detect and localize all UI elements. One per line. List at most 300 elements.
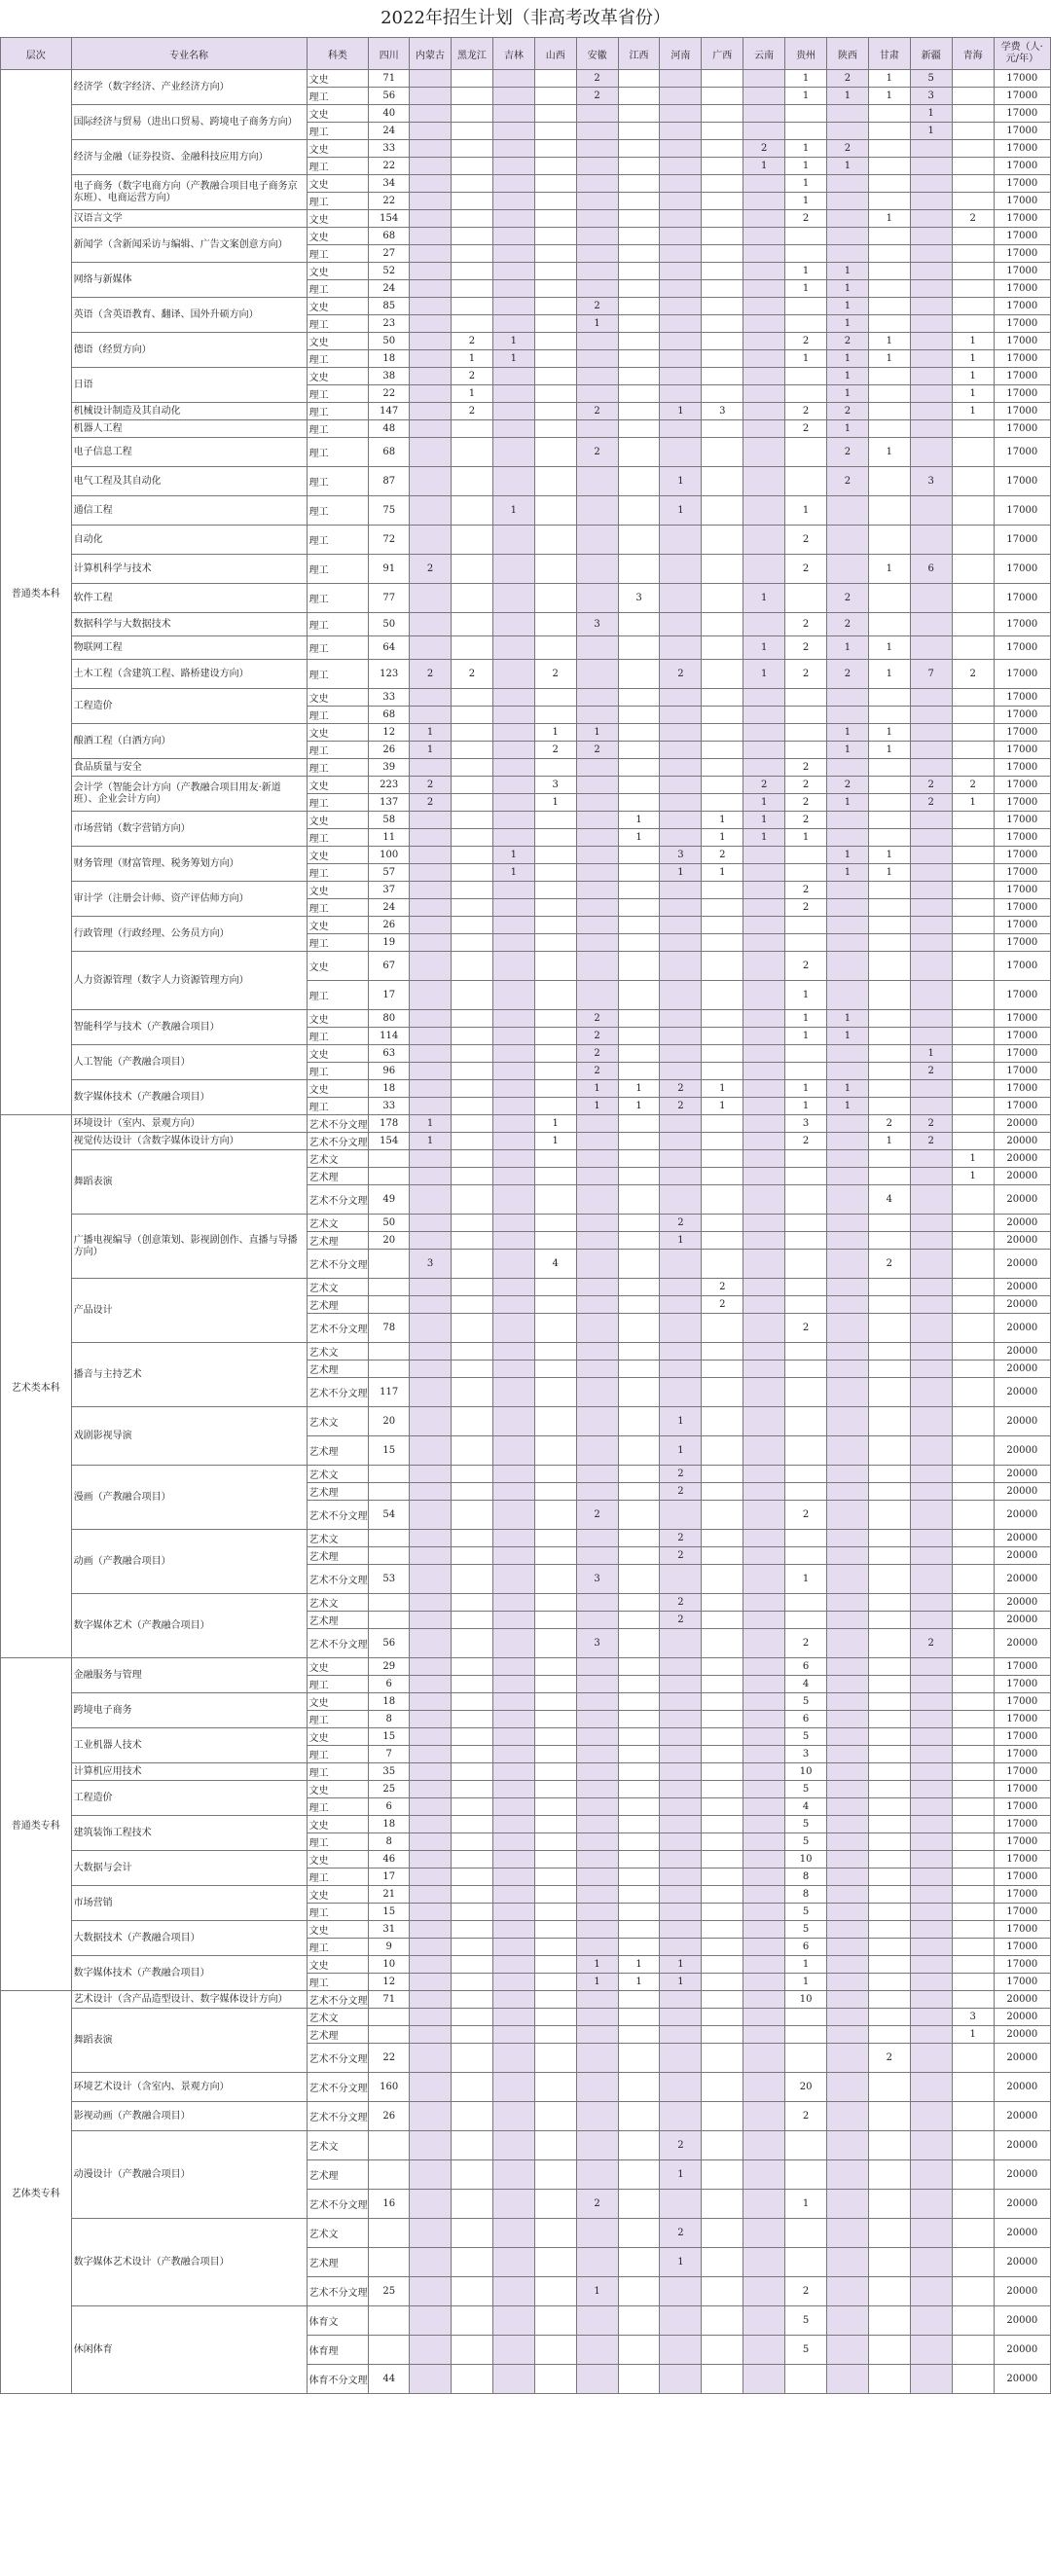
quota-cell [410,1886,452,1904]
quota-cell: 1 [785,829,827,847]
quota-cell [492,2044,534,2073]
quota-cell [868,1232,910,1250]
quota-cell [702,228,743,245]
quota-cell: 2 [743,140,785,158]
quota-cell [534,1080,576,1098]
tuition-cell: 17000 [994,123,1050,140]
quota-cell: 1 [576,1098,618,1115]
quota-cell [618,1530,660,1547]
subject-cell: 文史 [307,263,369,280]
subject-cell: 文史 [307,70,369,88]
col-header: 四川 [369,38,410,70]
quota-cell [785,315,827,333]
quota-cell [492,1939,534,1956]
subject-cell: 艺术不分文理 [307,1185,369,1215]
quota-cell [576,882,618,899]
quota-cell: 26 [369,917,410,934]
quota-cell [702,315,743,333]
quota-cell [576,1746,618,1763]
quota-cell [576,934,618,952]
quota-cell [660,1378,702,1407]
quota-cell [910,1530,952,1547]
quota-cell: 2 [868,1115,910,1133]
quota-cell [452,2009,493,2026]
quota-cell: 1 [618,829,660,847]
quota-cell [369,2336,410,2365]
quota-cell [868,1594,910,1612]
quota-cell [910,1594,952,1612]
table-row [1,1530,1051,1547]
quota-cell: 3 [952,2009,994,2026]
subject-cell: 理工 [307,403,369,420]
quota-cell [576,1436,618,1466]
quota-cell [868,1851,910,1869]
quota-cell [910,759,952,777]
quota-cell [827,245,869,263]
quota-cell [827,2277,869,2306]
quota-cell [534,175,576,193]
quota-cell [534,707,576,724]
quota-cell [743,420,785,438]
quota-cell [492,1045,534,1063]
quota-cell: 1 [827,1010,869,1028]
quota-cell: 20 [785,2073,827,2102]
quota-cell [618,298,660,315]
major-name-cell: 视觉传达设计（含数字媒体设计方向） [71,1133,307,1150]
quota-cell [743,280,785,298]
table-row [1,882,1051,899]
quota-cell [868,1150,910,1168]
col-header: 山西 [534,38,576,70]
quota-cell [618,1711,660,1728]
quota-cell [702,1343,743,1361]
quota-cell: 3 [576,1565,618,1594]
quota-cell [702,123,743,140]
quota-cell [743,1904,785,1921]
quota-cell [618,794,660,812]
quota-cell [952,193,994,210]
quota-cell [868,2336,910,2365]
quota-cell: 2 [827,777,869,794]
quota-cell [702,759,743,777]
quota-cell [702,1763,743,1781]
quota-cell [702,613,743,636]
quota-cell [410,158,452,175]
quota-cell [785,1150,827,1168]
quota-cell [618,1763,660,1781]
quota-cell [492,2248,534,2277]
quota-cell [492,2306,534,2336]
quota-cell: 5 [910,70,952,88]
col-header: 科类 [307,38,369,70]
quota-cell [618,228,660,245]
quota-cell [410,2365,452,2394]
quota-cell [952,952,994,981]
quota-cell [534,917,576,934]
quota-cell [452,70,493,88]
quota-cell: 1 [868,636,910,660]
quota-cell [910,2009,952,2026]
quota-cell [910,864,952,882]
quota-cell [492,1676,534,1693]
quota-cell [618,2131,660,2160]
quota-cell: 2 [785,1629,827,1658]
quota-cell [868,1728,910,1746]
quota-cell: 1 [660,2160,702,2190]
quota-cell [618,2160,660,2190]
quota-cell [534,981,576,1010]
quota-cell [868,2306,910,2336]
quota-cell: 1 [785,70,827,88]
quota-cell [492,742,534,759]
quota-cell [952,1010,994,1028]
quota-cell [702,1314,743,1343]
quota-cell [492,1921,534,1939]
quota-cell: 2 [785,555,827,584]
quota-cell: 1 [827,1098,869,1115]
quota-cell: 1 [952,2026,994,2044]
level-cell: 艺术类本科 [1,1115,72,1658]
quota-cell [743,1028,785,1045]
quota-cell [785,2044,827,2073]
quota-cell [660,777,702,794]
table-row [1,1279,1051,1296]
quota-cell [576,1833,618,1851]
tuition-cell: 20000 [994,1407,1050,1436]
quota-cell [743,899,785,917]
quota-cell [410,315,452,333]
quota-cell [660,1886,702,1904]
quota-cell [410,70,452,88]
quota-cell [410,934,452,952]
quota-cell: 2 [702,847,743,864]
table-row [1,105,1051,123]
quota-cell [743,917,785,934]
quota-cell [410,1658,452,1676]
quota-cell [618,1436,660,1466]
quota-cell [618,1781,660,1798]
quota-cell [702,526,743,555]
quota-cell: 1 [952,333,994,350]
quota-cell [576,981,618,1010]
quota-cell [492,210,534,228]
subject-cell: 艺术不分文理 [307,2044,369,2073]
quota-cell [660,1816,702,1833]
quota-cell: 2 [785,526,827,555]
tuition-cell: 20000 [994,1466,1050,1483]
quota-cell [868,1098,910,1115]
table-row [1,1215,1051,1232]
quota-cell [910,2026,952,2044]
quota-cell: 71 [369,1991,410,2009]
quota-cell [410,1781,452,1798]
major-name-cell: 市场营销（数字营销方向） [71,812,307,847]
quota-cell [743,315,785,333]
quota-cell [702,2044,743,2073]
quota-cell [452,1501,493,1530]
quota-cell [743,1063,785,1080]
quota-cell: 1 [576,315,618,333]
quota-cell: 15 [369,1728,410,1746]
tuition-cell: 20000 [994,2365,1050,2394]
subject-cell: 文史 [307,105,369,123]
quota-cell [618,2073,660,2102]
tuition-cell: 20000 [994,2248,1050,2277]
quota-cell [452,1904,493,1921]
quota-cell [827,1711,869,1728]
subject-cell: 艺术不分文理 [307,2102,369,2131]
quota-cell [492,1343,534,1361]
quota-cell [410,467,452,496]
quota-cell [410,1530,452,1547]
quota-cell [868,777,910,794]
quota-cell [534,315,576,333]
quota-cell [534,2073,576,2102]
quota-cell: 1 [743,158,785,175]
quota-cell [743,1045,785,1063]
quota-cell: 78 [369,1314,410,1343]
quota-cell: 1 [827,158,869,175]
quota-cell [827,1314,869,1343]
subject-cell: 理工 [307,438,369,467]
quota-cell: 1 [576,1956,618,1974]
quota-cell [660,1676,702,1693]
quota-cell [868,467,910,496]
subject-cell: 艺术理 [307,1483,369,1501]
quota-cell [910,315,952,333]
quota-cell [743,1974,785,1991]
quota-cell [952,882,994,899]
quota-cell [492,1250,534,1279]
quota-cell [827,2190,869,2219]
quota-cell [910,1711,952,1728]
quota-cell [868,280,910,298]
quota-cell [534,2044,576,2073]
quota-cell [618,1565,660,1594]
quota-cell [452,526,493,555]
quota-cell: 2 [785,1501,827,1530]
quota-cell [452,2336,493,2365]
quota-cell [410,1974,452,1991]
quota-cell [410,2336,452,2365]
quota-cell [452,105,493,123]
quota-cell [534,1658,576,1676]
quota-cell [785,1547,827,1565]
quota-cell [660,1279,702,1296]
subject-cell: 理工 [307,280,369,298]
major-name-cell: 跨境电子商务 [71,1693,307,1728]
quota-cell [952,70,994,88]
quota-cell [534,1693,576,1711]
quota-cell [952,2160,994,2190]
quota-cell [952,1991,994,2009]
quota-cell: 2 [576,1028,618,1045]
quota-cell [369,2306,410,2336]
subject-cell: 艺术不分文理 [307,1250,369,1279]
quota-cell [952,1612,994,1629]
quota-cell: 1 [952,794,994,812]
subject-cell: 理工 [307,88,369,105]
quota-cell [868,1746,910,1763]
subject-cell: 文史 [307,175,369,193]
quota-cell [660,724,702,742]
quota-cell [410,917,452,934]
quota-cell [410,1343,452,1361]
quota-cell [618,1168,660,1185]
quota-cell: 56 [369,88,410,105]
tuition-cell: 20000 [994,1250,1050,1279]
quota-cell: 1 [868,724,910,742]
quota-cell [492,1185,534,1215]
major-name-cell: 舞蹈表演 [71,1150,307,1215]
quota-cell [702,1728,743,1746]
subject-cell: 艺术文 [307,1407,369,1436]
quota-cell [868,1798,910,1816]
quota-cell [576,917,618,934]
quota-cell: 1 [827,1028,869,1045]
quota-cell [785,2026,827,2044]
quota-cell [785,298,827,315]
quota-cell [743,1921,785,1939]
quota-cell [492,1904,534,1921]
quota-cell [410,1693,452,1711]
quota-cell [868,1466,910,1483]
quota-cell [492,1594,534,1612]
quota-cell [618,1921,660,1939]
quota-cell [868,584,910,613]
quota-cell [534,1728,576,1746]
quota-cell [576,467,618,496]
quota-cell [785,1378,827,1407]
quota-cell [410,1956,452,1974]
quota-cell [492,1565,534,1594]
major-name-cell: 播音与主持艺术 [71,1343,307,1407]
quota-cell [534,1904,576,1921]
major-name-cell: 日语 [71,368,307,403]
quota-cell [910,228,952,245]
quota-cell [452,613,493,636]
quota-cell [868,1063,910,1080]
quota-cell [452,742,493,759]
quota-cell [910,1763,952,1781]
quota-cell [827,1939,869,1956]
quota-cell [410,1436,452,1466]
quota-cell [827,1483,869,1501]
quota-cell [743,526,785,555]
quota-cell [534,882,576,899]
quota-cell: 1 [827,847,869,864]
quota-cell: 2 [410,555,452,584]
quota-cell [492,2026,534,2044]
quota-cell [452,2365,493,2394]
quota-cell [410,1833,452,1851]
quota-cell [660,2277,702,2306]
table-row [1,1466,1051,1483]
table-row [1,1763,1051,1781]
quota-cell [618,1676,660,1693]
quota-cell [910,350,952,368]
quota-cell [410,864,452,882]
quota-cell [785,1168,827,1185]
quota-cell [452,1833,493,1851]
quota-cell [410,298,452,315]
quota-cell [660,193,702,210]
quota-cell [785,864,827,882]
quota-cell [702,298,743,315]
quota-cell [743,724,785,742]
quota-cell [827,1436,869,1466]
quota-cell: 2 [910,1629,952,1658]
quota-cell [868,2248,910,2277]
quota-cell [369,2219,410,2248]
quota-cell [618,2277,660,2306]
quota-cell [702,1798,743,1816]
quota-cell [702,1956,743,1974]
quota-cell [660,1763,702,1781]
quota-cell [576,123,618,140]
quota-cell: 6 [369,1676,410,1693]
quota-cell [534,1676,576,1693]
quota-cell [952,438,994,467]
quota-cell [952,759,994,777]
quota-cell [910,2336,952,2365]
quota-cell [452,210,493,228]
quota-cell [702,1063,743,1080]
quota-cell: 25 [369,1781,410,1798]
table-row [1,812,1051,829]
quota-cell [410,1361,452,1378]
tuition-cell: 17000 [994,1816,1050,1833]
quota-cell [452,193,493,210]
tuition-cell: 20000 [994,2102,1050,2131]
quota-cell: 1 [492,496,534,526]
quota-cell: 1 [743,794,785,812]
quota-cell [492,2190,534,2219]
tuition-cell: 20000 [994,2073,1050,2102]
quota-cell: 1 [868,864,910,882]
quota-cell: 5 [785,1904,827,1921]
quota-cell [534,555,576,584]
quota-cell: 1 [660,1407,702,1436]
quota-cell [576,1150,618,1168]
quota-cell: 19 [369,934,410,952]
quota-cell [910,742,952,759]
table-row [1,526,1051,555]
subject-cell: 理工 [307,555,369,584]
quota-cell [660,1045,702,1063]
quota-cell [452,899,493,917]
quota-cell [660,1781,702,1798]
table-row [1,1956,1051,1974]
quota-cell [576,1530,618,1547]
quota-cell [827,952,869,981]
quota-cell [492,1612,534,1629]
tuition-cell: 17000 [994,555,1050,584]
quota-cell [952,1798,994,1816]
quota-cell [618,636,660,660]
quota-cell [702,1939,743,1956]
quota-cell [576,847,618,864]
quota-cell [618,1886,660,1904]
quota-cell [618,1215,660,1232]
quota-cell [660,1565,702,1594]
quota-cell [952,1693,994,1711]
quota-cell [410,1921,452,1939]
quota-cell [618,952,660,981]
tuition-cell: 20000 [994,1215,1050,1232]
quota-cell [910,812,952,829]
quota-cell [910,333,952,350]
